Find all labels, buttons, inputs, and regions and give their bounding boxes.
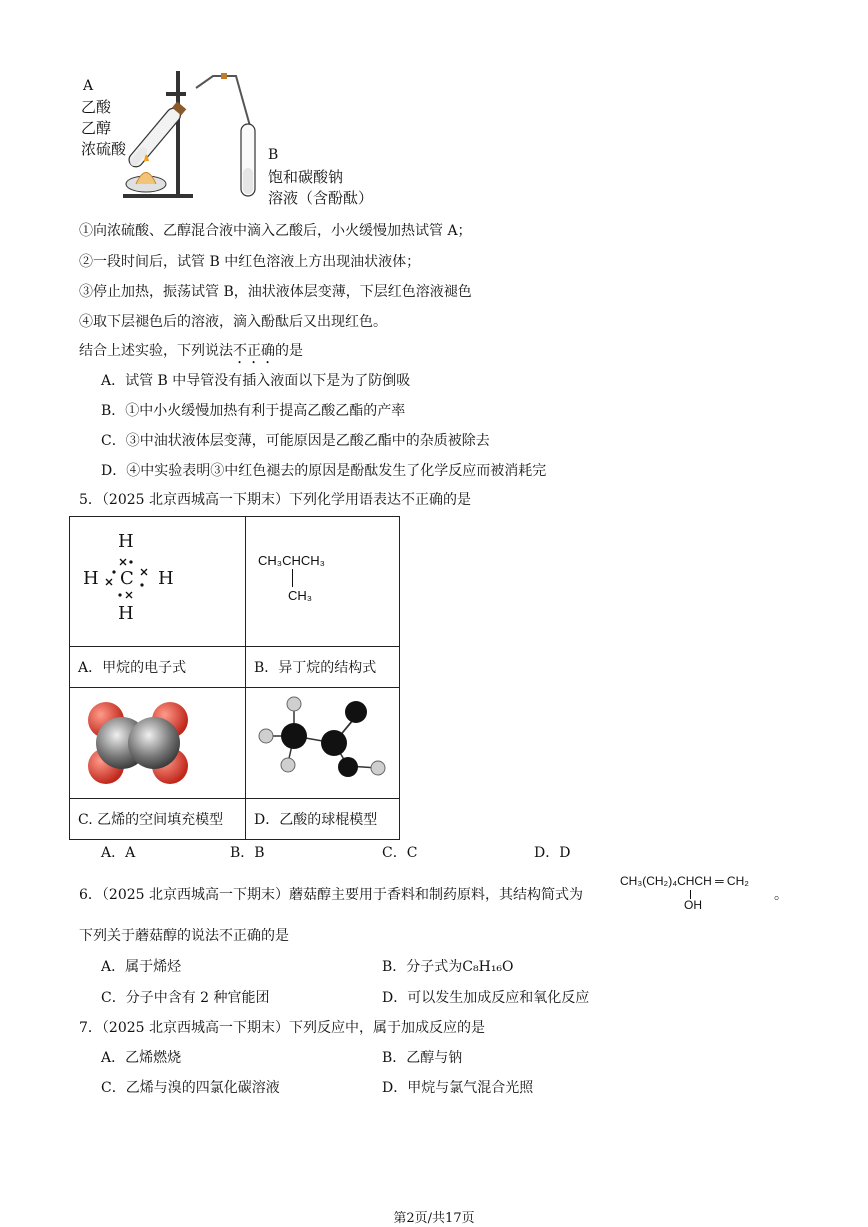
ef-right-h: H bbox=[158, 568, 174, 589]
label-b: B bbox=[268, 147, 279, 163]
q5-cell-d-caption[interactable]: D．乙酸的球棍模型 bbox=[246, 799, 400, 840]
q7-option-a[interactable]: A．乙烯燃烧 bbox=[101, 1050, 182, 1066]
ef-top-h: H bbox=[118, 531, 134, 552]
q5-table bbox=[69, 516, 400, 840]
ef-bottom-h: H bbox=[118, 603, 134, 624]
q4-option-a[interactable]: A．试管 B 中导管没有插入液面以下是为了防倒吸 bbox=[101, 373, 411, 389]
ethylene-space-filling-model bbox=[70, 688, 245, 798]
q7-stem: 7．（2025 北京西城高一下期末）下列反应中，属于加成反应的是 bbox=[79, 1020, 485, 1036]
label-a-content-1: 乙酸 bbox=[81, 98, 112, 116]
page-footer: 第2页/共17页 bbox=[393, 1211, 475, 1226]
q5-stem: 5．（2025 北京西城高一下期末）下列化学用语表达不正确的是 bbox=[79, 492, 471, 508]
label-a-content-3: 浓硫酸 bbox=[81, 140, 127, 158]
isobutane-bond bbox=[292, 569, 293, 587]
q6-option-c[interactable]: C．分子中含有 2 种官能团 bbox=[101, 990, 270, 1006]
q4-option-c[interactable]: C．③中油状液体层变薄，可能原因是乙酸乙酯中的杂质被除去 bbox=[101, 433, 490, 449]
q4-stem-pre: 结合上述实验，下列说法 bbox=[79, 343, 233, 359]
q4-stem bbox=[79, 340, 303, 367]
ef-center-c: C bbox=[120, 568, 134, 589]
q5-cell-a-caption[interactable]: A．甲烷的电子式 bbox=[70, 647, 246, 688]
q4-option-d[interactable]: D．④中实验表明③中红色褪去的原因是酚酞发生了化学反应而被消耗完 bbox=[101, 463, 547, 479]
q7-option-b[interactable]: B．乙醇与钠 bbox=[382, 1050, 463, 1066]
q6-stem-end: 。 bbox=[774, 887, 788, 903]
q6-option-d[interactable]: D．可以发生加成反应和氧化反应 bbox=[382, 990, 590, 1006]
q5-cell-b-image[interactable] bbox=[246, 517, 400, 647]
q5-answer-a[interactable]: A．A bbox=[101, 845, 136, 861]
q5-answer-b[interactable]: B．B bbox=[230, 845, 265, 861]
q4-stem-emph: 不正确 bbox=[233, 343, 275, 359]
q5-cell-c-image[interactable] bbox=[70, 688, 246, 799]
q4-option-b[interactable]: B．①中小火缓慢加热有利于提高乙酸乙酯的产率 bbox=[101, 403, 406, 419]
acetic-acid-ball-stick-model bbox=[246, 688, 399, 798]
q6-formula-main: CH₃(CH₂)₄CHCH ═ CH₂ bbox=[620, 874, 749, 888]
q7-option-d[interactable]: D．甲烷与氯气混合光照 bbox=[382, 1080, 534, 1096]
label-a: A bbox=[83, 78, 94, 94]
step-1: ①向浓硫酸、乙醇混合液中滴入乙酸后，小火缓慢加热试管 A； bbox=[79, 223, 472, 239]
step-2: ②一段时间后，试管 B 中红色溶液上方出现油状液体； bbox=[79, 254, 421, 270]
q5-cell-a-image[interactable] bbox=[70, 517, 246, 647]
q7-option-c[interactable]: C．乙烯与溴的四氯化碳溶液 bbox=[101, 1080, 280, 1096]
q6-formula-branch: OH bbox=[684, 898, 702, 912]
q6-option-a[interactable]: A．属于烯烃 bbox=[101, 959, 182, 975]
step-3: ③停止加热，振荡试管 B，油状液体层变薄，下层红色溶液褪色 bbox=[79, 284, 472, 300]
label-b-content-2: 溶液（含酚酞） bbox=[268, 189, 374, 207]
q6-option-b[interactable]: B．分子式为C₈H₁₆O bbox=[382, 959, 514, 975]
q4-stem-post: 的是 bbox=[275, 343, 303, 359]
isobutane-main: CH₃CHCH₃ bbox=[258, 553, 325, 568]
q6-stem: 6．（2025 北京西城高一下期末）蘑菇醇主要用于香料和制药原料，其结构简式为 bbox=[79, 887, 583, 903]
ef-left-h: H bbox=[83, 568, 99, 589]
ef-electrons bbox=[70, 517, 245, 646]
label-a-content-2: 乙醇 bbox=[81, 119, 112, 137]
q5-answer-c[interactable]: C．C bbox=[382, 845, 418, 861]
step-4: ④取下层褪色后的溶液，滴入酚酞后又出现红色。 bbox=[79, 314, 387, 330]
q5-cell-c-caption[interactable]: C. 乙烯的空间填充模型 bbox=[70, 799, 246, 840]
isobutane-branch: CH₃ bbox=[288, 588, 313, 603]
label-b-content-1: 饱和碳酸钠 bbox=[268, 168, 344, 186]
q5-cell-d-image[interactable] bbox=[246, 688, 400, 799]
q6-sub-stem: 下列关于蘑菇醇的说法不正确的是 bbox=[79, 928, 289, 944]
q5-answer-d[interactable]: D．D bbox=[534, 845, 571, 861]
q5-cell-b-caption[interactable]: B．异丁烷的结构式 bbox=[246, 647, 400, 688]
